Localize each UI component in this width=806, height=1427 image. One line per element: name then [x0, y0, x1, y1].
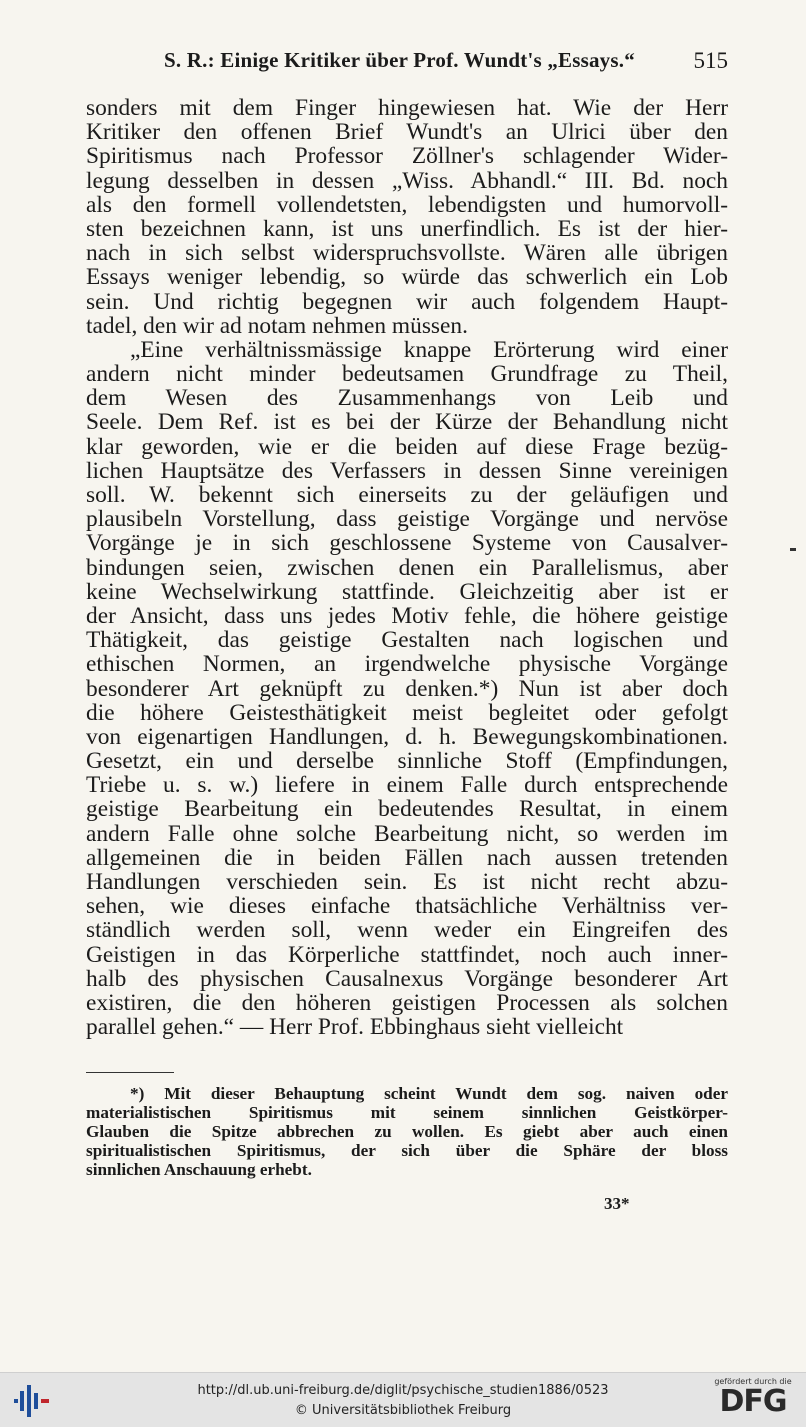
dfg-logo-text: DFG — [719, 1384, 787, 1419]
text-line: ständlich werden soll, wenn weder ein Eingreifen des — [86, 917, 728, 944]
text-line: andern Falle ohne solche Bearbeitung nicht, so werden im — [86, 820, 728, 847]
text-line: Seele. Dem Ref. ist es bei der Kürze der Behandlung nicht — [86, 409, 728, 436]
footnote — [86, 1084, 728, 1179]
running-header — [86, 44, 728, 76]
text-line: nach in sich selbst widerspruchsvollste. Wären alle übrigen — [86, 240, 728, 267]
text-line: Thätigkeit, das geistige Gestalten nach logischen und — [86, 627, 728, 654]
text-line: klar geworden, wie er die beiden auf diese Frage bezüg- — [86, 433, 728, 460]
text-line: legung desselben in dessen „Wiss. Abhandl.“ III. Bd. noch — [86, 167, 728, 194]
text-line: tadel, den wir ad notam nehmen müssen. — [86, 312, 468, 339]
text-line: von eigenartigen Handlungen, d. h. Bewegungskombinationen. — [86, 723, 728, 750]
source-url[interactable]: http://dl.ub.uni-freiburg.de/diglit/psychische_studien1886/0523 — [197, 1383, 609, 1398]
copyright-notice: © Universitätsbibliothek Freiburg — [294, 1403, 512, 1418]
text-line: sehen, wie dieses einfache thatsächliche Verhältniss ver- — [86, 893, 728, 920]
text-line: dem Wesen des Zusammenhangs von Leib und — [86, 385, 728, 412]
text-line: Triebe u. s. w.) liefere in einem Falle durch entsprechende — [86, 772, 728, 799]
text-line: geistige Bearbeitung ein bedeutendes Resultat, in einem — [86, 796, 728, 823]
text-line: Kritiker den offenen Brief Wundt's an Ulrici über den — [86, 119, 728, 146]
text-line: „Eine verhältnissmässige knappe Erörterung wird einer — [130, 336, 728, 363]
text-line: als den formell vollendetsten, lebendigsten und humorvoll- — [86, 191, 728, 218]
body-text — [86, 96, 728, 1039]
text-line: parallel gehen.“ — Herr Prof. Ebbinghaus sieht vielleicht — [86, 1014, 624, 1041]
text-line: halb des physischen Causalnexus Vorgänge besonderer Art — [86, 965, 728, 992]
footnote-line: materialistischen Spiritismus mit seinem sinnlichen Geistkörper- — [86, 1103, 728, 1122]
dfg-logo — [710, 1377, 796, 1423]
footnote-line: *) Mit dieser Behauptung scheint Wundt dem sog. naiven oder — [130, 1084, 728, 1103]
text-line: sten bezeichnen kann, ist uns unerfindlich. Es ist der hier- — [86, 215, 728, 242]
footnote-line: spiritualistischen Spiritismus, der sich über die Sphäre der bloss — [86, 1141, 728, 1160]
text-line: Vorgänge je in sich geschlossene Systeme von Causalver- — [86, 530, 728, 557]
text-line: Essays weniger lebendig, so würde das schwerlich ein Lob — [86, 264, 728, 291]
text-line: andern nicht minder bedeutsamen Grundfrage zu Theil, — [86, 361, 728, 388]
text-line: die höhere Geistesthätigkeit meist begleitet oder gefolgt — [86, 699, 728, 726]
footnote-line: sinnlichen Anschauung erhebt. — [86, 1160, 312, 1179]
footnote-line: Glauben die Spitze abbrechen zu wollen. Es giebt aber auch einen — [86, 1122, 728, 1141]
signature-mark: 33* — [604, 1194, 630, 1213]
text-line: lichen Hauptsätze des Verfassers in dessen Sinne vereinigen — [86, 457, 728, 484]
text-line: existiren, die den höheren geistigen Processen als solchen — [86, 989, 728, 1016]
text-line: der Ansicht, dass uns jedes Motiv fehle, die höhere geistige — [86, 602, 728, 629]
margin-mark — [790, 548, 796, 551]
text-line: sein. Und richtig begegnen wir auch folgendem Haupt- — [86, 288, 728, 315]
text-line: ethischen Normen, an irgendwelche physische Vorgänge — [86, 651, 728, 678]
text-line: Gesetzt, ein und derselbe sinnliche Stoff (Empfindungen, — [86, 748, 728, 775]
text-line: Spiritismus nach Professor Zöllner's schlagender Wider- — [86, 143, 728, 170]
text-line: besonderer Art geknüpft zu denken.*) Nun ist aber doch — [86, 675, 728, 702]
text-line: allgemeinen die in beiden Fällen nach aussen tretenden — [86, 844, 728, 871]
viewer-footer — [0, 1372, 806, 1427]
text-line: Geistigen in das Körperliche stattfindet, noch auch inner- — [86, 941, 728, 968]
text-line: bindungen seien, zwischen denen ein Parallelismus, aber — [86, 554, 728, 581]
text-line: soll. W. bekennt sich einerseits zu der geläufigen und — [86, 482, 728, 508]
text-line: sonders mit dem Finger hingewiesen hat. Wie der Herr — [86, 95, 728, 121]
text-line: Handlungen verschieden sein. Es ist nicht recht abzu- — [86, 869, 728, 895]
text-line: keine Wechselwirkung stattfinde. Gleichzeitig aber ist er — [86, 578, 728, 605]
running-title: S. R.: Einige Kritiker über Prof. Wundt's „Essays.“ — [164, 48, 635, 72]
funder-caption: gefördert durch die — [714, 1377, 792, 1386]
footnote-separator — [86, 1072, 174, 1073]
text-line: plausibeln Vorstellung, dass geistige Vorgänge und nervöse — [86, 506, 728, 533]
page-number: 515 — [693, 48, 728, 73]
